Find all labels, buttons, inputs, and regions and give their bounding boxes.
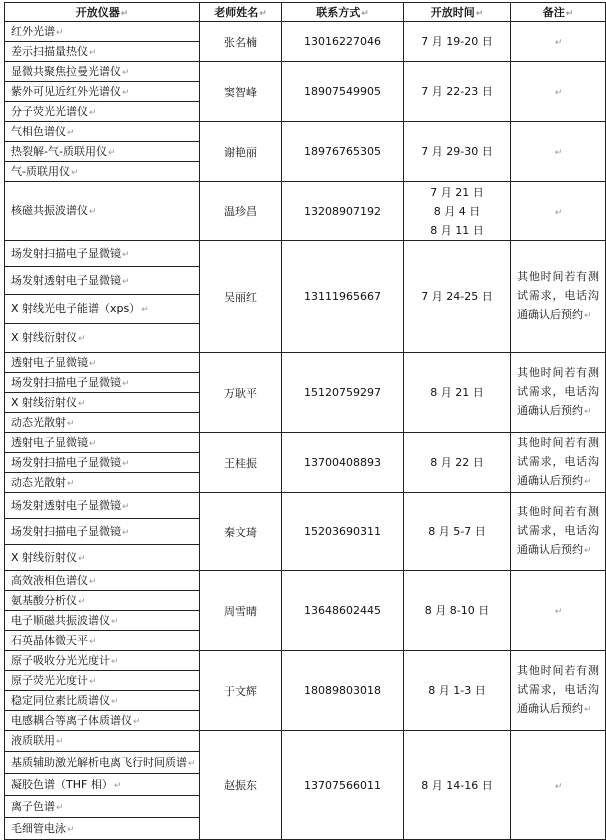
contact-cell <box>282 122 404 182</box>
paragraph-mark-icon: ↵ <box>584 477 592 487</box>
instrument-item <box>5 571 199 590</box>
instrument-item <box>5 817 199 839</box>
instrument-item <box>5 630 199 650</box>
paragraph-mark-icon: ↵ <box>122 277 130 287</box>
note-text: 其他时间若有测试需求，电话沟通确认后预约 <box>517 505 599 556</box>
note-text: 其他时间若有测试需求，电话沟通确认后预约 <box>517 366 599 417</box>
instrument-item <box>5 433 199 452</box>
paragraph-mark-icon: ↵ <box>111 617 119 627</box>
instrument-name: 显微共聚焦拉曼光谱仪 <box>11 65 121 78</box>
instrument-name: 红外光谱 <box>11 25 55 38</box>
paragraph-mark-icon: ↵ <box>67 419 75 429</box>
instrument-name: 动态光散射 <box>11 476 66 489</box>
instrument-item <box>5 412 199 432</box>
phone-number: 15203690311 <box>304 525 381 538</box>
paragraph-mark-icon: ↵ <box>122 88 130 98</box>
paragraph-mark-icon: ↵ <box>188 759 196 769</box>
open-date: 8 月 4 日 <box>433 204 481 218</box>
instrument-item <box>5 294 199 323</box>
table-row <box>5 353 606 433</box>
open-date: 8 月 8-10 日 <box>424 604 490 617</box>
instrument-name: 紫外可见近红外光谱仪 <box>11 85 121 98</box>
paragraph-mark-icon: ↵ <box>78 597 86 607</box>
paragraph-mark-icon: ↵ <box>107 148 116 158</box>
paragraph-mark-icon: ↵ <box>70 168 79 178</box>
header-instruments-label: 开放仪器 <box>75 6 120 19</box>
note-cell <box>511 241 606 353</box>
instrument-item <box>5 122 199 141</box>
instrument-item <box>5 161 199 181</box>
phone-number: 18089803018 <box>304 684 381 697</box>
teacher-cell <box>200 122 282 182</box>
paragraph-mark-icon: ↵ <box>122 68 130 78</box>
instrument-item <box>5 241 199 266</box>
paragraph-mark-icon: ↵ <box>78 334 86 344</box>
instrument-name: 凝胶色谱（THF 相） <box>11 778 113 791</box>
paragraph-mark-icon: ↵ <box>122 250 130 260</box>
table-header-row <box>5 3 606 22</box>
note-text: 其他时间若有测试需求，电话沟通确认后预约 <box>517 270 599 321</box>
header-teacher: 老师姓名↵ <box>200 3 282 22</box>
instrument-item <box>5 353 199 372</box>
instrument-name: 场发射扫描电子显微镜 <box>11 247 121 260</box>
paragraph-mark-icon: ↵ <box>67 128 75 138</box>
open-date: 8 月 1-3 日 <box>428 684 486 697</box>
instrument-schedule-document <box>4 2 606 840</box>
paragraph-mark-icon: ↵ <box>554 607 563 617</box>
note-text: 其他时间若有测试需求，电话沟通确认后预约 <box>517 664 599 715</box>
instrument-item <box>5 773 199 795</box>
table-row <box>5 22 606 62</box>
instrument-item <box>5 392 199 412</box>
contact-cell <box>282 433 404 493</box>
phone-number: 13111965667 <box>304 290 381 303</box>
contact-cell <box>282 62 404 122</box>
paragraph-mark-icon: ↵ <box>111 657 119 667</box>
contact-cell <box>282 182 404 241</box>
table-row <box>5 433 606 493</box>
instruments-cell <box>5 493 200 571</box>
instruments-cell <box>5 22 200 62</box>
paragraph-mark-icon: ↵ <box>584 546 592 556</box>
paragraph-mark-icon: ↵ <box>122 379 130 389</box>
instrument-name: 液质联用 <box>11 734 55 747</box>
teacher-cell <box>200 651 282 731</box>
open-date: 7 月 24-25 日 <box>421 290 493 303</box>
instrument-item <box>5 795 199 817</box>
instruments-cell <box>5 182 200 241</box>
instrument-item <box>5 731 199 751</box>
paragraph-mark-icon: ↵ <box>78 554 86 564</box>
teacher-cell <box>200 62 282 122</box>
contact-cell <box>282 353 404 433</box>
instruments-cell <box>5 62 200 122</box>
open-time-cell <box>404 122 511 182</box>
contact-cell <box>282 493 404 571</box>
open-date: 8 月 21 日 <box>430 386 484 399</box>
open-date: 8 月 22 日 <box>430 456 484 469</box>
instruments-cell <box>5 571 200 651</box>
instrument-item <box>5 590 199 610</box>
teacher-cell <box>200 433 282 493</box>
open-time-cell <box>404 651 511 731</box>
paragraph-mark-icon: ↵ <box>122 502 130 512</box>
instrument-item <box>5 62 199 81</box>
paragraph-mark-icon: ↵ <box>89 577 97 587</box>
teacher-name: 秦文琦 <box>224 525 257 539</box>
instrument-item <box>5 41 199 61</box>
instrument-item <box>5 518 199 544</box>
header-notes: 备注↵ <box>511 3 606 22</box>
teacher-name: 万耿平 <box>224 386 257 400</box>
instrument-name: 场发射透射电子显微镜 <box>11 499 121 512</box>
instrument-name: 透射电子显微镜 <box>11 436 88 449</box>
instrument-name: 核磁共振波谱仪 <box>11 204 88 217</box>
open-date: 8 月 5-7 日 <box>428 525 486 538</box>
teacher-name: 谢艳丽 <box>224 145 257 159</box>
instrument-item <box>5 452 199 472</box>
paragraph-mark-icon: ↵ <box>78 399 86 409</box>
paragraph-mark-icon: ↵ <box>113 781 122 791</box>
open-time-cell <box>404 571 511 651</box>
paragraph-mark-icon: ↵ <box>67 479 75 489</box>
instrument-name: X 射线衍射仪 <box>11 331 78 344</box>
table-row <box>5 122 606 182</box>
paragraph-mark-icon: ↵ <box>89 108 97 118</box>
note-cell <box>511 493 606 571</box>
instrument-item <box>5 493 199 518</box>
table-body <box>5 22 606 840</box>
instrument-item <box>5 22 199 41</box>
instrument-name: 原子吸收分光光度计 <box>11 654 110 667</box>
open-date: 7 月 22-23 日 <box>421 85 493 98</box>
instrument-name: 基质辅助激光解析电离飞行时间质谱 <box>11 756 187 769</box>
instrument-name: 毛细管电泳 <box>11 822 66 835</box>
header-instruments: 开放仪器↵ <box>5 3 200 22</box>
instrument-item <box>5 690 199 710</box>
open-date: 7 月 29-30 日 <box>421 145 493 158</box>
teacher-name: 窦智峰 <box>224 85 257 99</box>
instrument-name: 高效液相色谱仪 <box>11 574 88 587</box>
table-row <box>5 651 606 731</box>
instrument-name: 离子色谱 <box>11 800 55 813</box>
paragraph-mark-icon: ↵ <box>89 677 97 687</box>
note-cell <box>511 22 606 62</box>
paragraph-mark-icon: ↵ <box>584 311 592 321</box>
instrument-name: 气相色谱仪 <box>11 125 66 138</box>
instrument-item <box>5 670 199 690</box>
teacher-name: 王桂振 <box>224 456 257 470</box>
paragraph-mark-icon: ↵ <box>122 528 130 538</box>
open-time-cell <box>404 62 511 122</box>
paragraph-mark-icon: ↵ <box>554 88 563 98</box>
paragraph-mark-icon: ↵ <box>56 737 64 747</box>
paragraph-mark-icon: ↵ <box>89 207 97 217</box>
table-row <box>5 62 606 122</box>
open-time-cell <box>404 182 511 241</box>
teacher-name: 周雪晴 <box>224 604 257 618</box>
note-cell <box>511 182 606 241</box>
teacher-cell <box>200 731 282 840</box>
instrument-item <box>5 651 199 670</box>
instrument-schedule-table <box>4 2 606 840</box>
instruments-cell <box>5 122 200 182</box>
paragraph-mark-icon: ↵ <box>89 637 97 647</box>
teacher-cell <box>200 182 282 241</box>
open-time-cell <box>404 241 511 353</box>
instrument-item <box>5 101 199 121</box>
open-time-cell <box>404 433 511 493</box>
paragraph-mark-icon: ↵ <box>584 705 592 715</box>
teacher-cell <box>200 493 282 571</box>
open-time-cell <box>404 353 511 433</box>
phone-number: 13707566011 <box>304 778 381 792</box>
instrument-name: 热裂解-气-质联用仪 <box>11 145 107 158</box>
instruments-cell <box>5 241 200 353</box>
instrument-item <box>5 751 199 773</box>
instrument-item <box>5 81 199 101</box>
paragraph-mark-icon: ↵ <box>56 803 64 813</box>
contact-cell <box>282 571 404 651</box>
instrument-name: 电子顺磁共振波谱仪 <box>11 614 110 627</box>
teacher-name: 吴丽红 <box>224 290 257 304</box>
instrument-name: 场发射扫描电子显微镜 <box>11 456 121 469</box>
paragraph-mark-icon: ↵ <box>584 407 592 417</box>
paragraph-mark-icon: ↵ <box>56 28 64 38</box>
paragraph-mark-icon: ↵ <box>141 305 149 315</box>
instrument-name: 分子荧光光谱仪 <box>11 105 88 118</box>
paragraph-mark-icon: ↵ <box>122 459 130 469</box>
instrument-name: 场发射扫描电子显微镜 <box>11 376 121 389</box>
instrument-name: 场发射扫描电子显微镜 <box>11 525 121 538</box>
paragraph-mark-icon: ↵ <box>111 697 119 707</box>
instrument-name: 动态光散射 <box>11 416 66 429</box>
contact-cell <box>282 241 404 353</box>
instruments-cell <box>5 353 200 433</box>
open-time-cell <box>404 493 511 571</box>
open-time-cell <box>404 731 511 840</box>
header-notes-label: 备注 <box>542 6 565 19</box>
header-open-time: 开放时间↵ <box>404 3 511 22</box>
instrument-name: X 射线衍射仪 <box>11 396 78 409</box>
note-cell <box>511 651 606 731</box>
phone-number: 15120759297 <box>304 386 381 399</box>
instrument-name: 氨基酸分析仪 <box>11 594 77 607</box>
instruments-cell <box>5 731 200 840</box>
paragraph-mark-icon: ↵ <box>89 439 97 449</box>
note-cell <box>511 353 606 433</box>
teacher-cell <box>200 571 282 651</box>
instrument-name: X 射线衍射仪 <box>11 551 78 564</box>
instrument-item <box>5 182 199 240</box>
paragraph-mark-icon: ↵ <box>133 717 141 727</box>
open-date: 7 月 21 日 <box>430 185 484 199</box>
instrument-name: 石英晶体微天平 <box>11 634 88 647</box>
paragraph-mark-icon: ↵ <box>554 781 563 792</box>
teacher-cell <box>200 241 282 353</box>
paragraph-mark-icon: ↵ <box>554 207 563 218</box>
header-contact: 联系方式↵ <box>282 3 404 22</box>
contact-cell <box>282 22 404 62</box>
table-row <box>5 182 606 241</box>
table-row <box>5 571 606 651</box>
contact-cell <box>282 731 404 840</box>
contact-cell <box>282 651 404 731</box>
teacher-name: 于文辉 <box>224 684 257 698</box>
phone-number: 18976765305 <box>304 145 381 158</box>
instrument-name: 场发射透射电子显微镜 <box>11 274 121 287</box>
open-date: 8 月 14-16 日 <box>421 778 493 792</box>
instrument-item <box>5 610 199 630</box>
note-cell <box>511 731 606 840</box>
instrument-item <box>5 710 199 730</box>
instrument-name: 差示扫描量热仪 <box>11 45 88 58</box>
phone-number: 13648602445 <box>304 604 381 617</box>
note-text: 其他时间若有测试需求，电话沟通确认后预约 <box>517 436 599 487</box>
teacher-name: 张名楠 <box>224 35 257 49</box>
instrument-name: 电感耦合等离子体质谱仪 <box>11 714 132 727</box>
instrument-name: X 射线光电子能谱（xps） <box>11 302 141 315</box>
teacher-name: 温珍昌 <box>224 205 257 218</box>
instrument-item <box>5 266 199 294</box>
table-row <box>5 731 606 840</box>
teacher-cell <box>200 353 282 433</box>
table-row <box>5 493 606 571</box>
instrument-name: 透射电子显微镜 <box>11 356 88 369</box>
note-cell <box>511 433 606 493</box>
open-date: 8 月 11 日 <box>430 223 484 237</box>
instrument-item <box>5 544 199 570</box>
instruments-cell <box>5 651 200 731</box>
phone-number: 13700408893 <box>304 456 381 469</box>
paragraph-mark-icon: ↵ <box>554 148 563 158</box>
paragraph-mark-icon: ↵ <box>554 38 563 48</box>
header-contact-label: 联系方式 <box>316 6 361 19</box>
paragraph-mark-icon: ↵ <box>89 48 97 58</box>
teacher-cell <box>200 22 282 62</box>
phone-number: 13208907192 <box>304 204 381 218</box>
header-open-time-label: 开放时间 <box>430 6 475 19</box>
instrument-name: 原子荧光光度计 <box>11 674 88 687</box>
note-cell <box>511 571 606 651</box>
note-cell <box>511 122 606 182</box>
open-date: 7 月 19-20 日 <box>421 35 493 48</box>
instrument-item <box>5 141 199 161</box>
phone-number: 18907549905 <box>304 85 381 98</box>
paragraph-mark-icon: ↵ <box>89 359 97 369</box>
header-teacher-label: 老师姓名 <box>214 6 259 19</box>
open-time-cell <box>404 22 511 62</box>
note-cell <box>511 62 606 122</box>
instrument-name: 稳定同位素比质谱仪 <box>11 694 110 707</box>
paragraph-mark-icon: ↵ <box>67 825 75 835</box>
instruments-cell <box>5 433 200 493</box>
instrument-name: 气-质联用仪 <box>11 165 70 178</box>
teacher-name: 赵振东 <box>224 779 257 792</box>
table-row <box>5 241 606 353</box>
phone-number: 13016227046 <box>304 35 381 48</box>
instrument-item <box>5 323 199 352</box>
instrument-item <box>5 472 199 492</box>
instrument-item <box>5 372 199 392</box>
